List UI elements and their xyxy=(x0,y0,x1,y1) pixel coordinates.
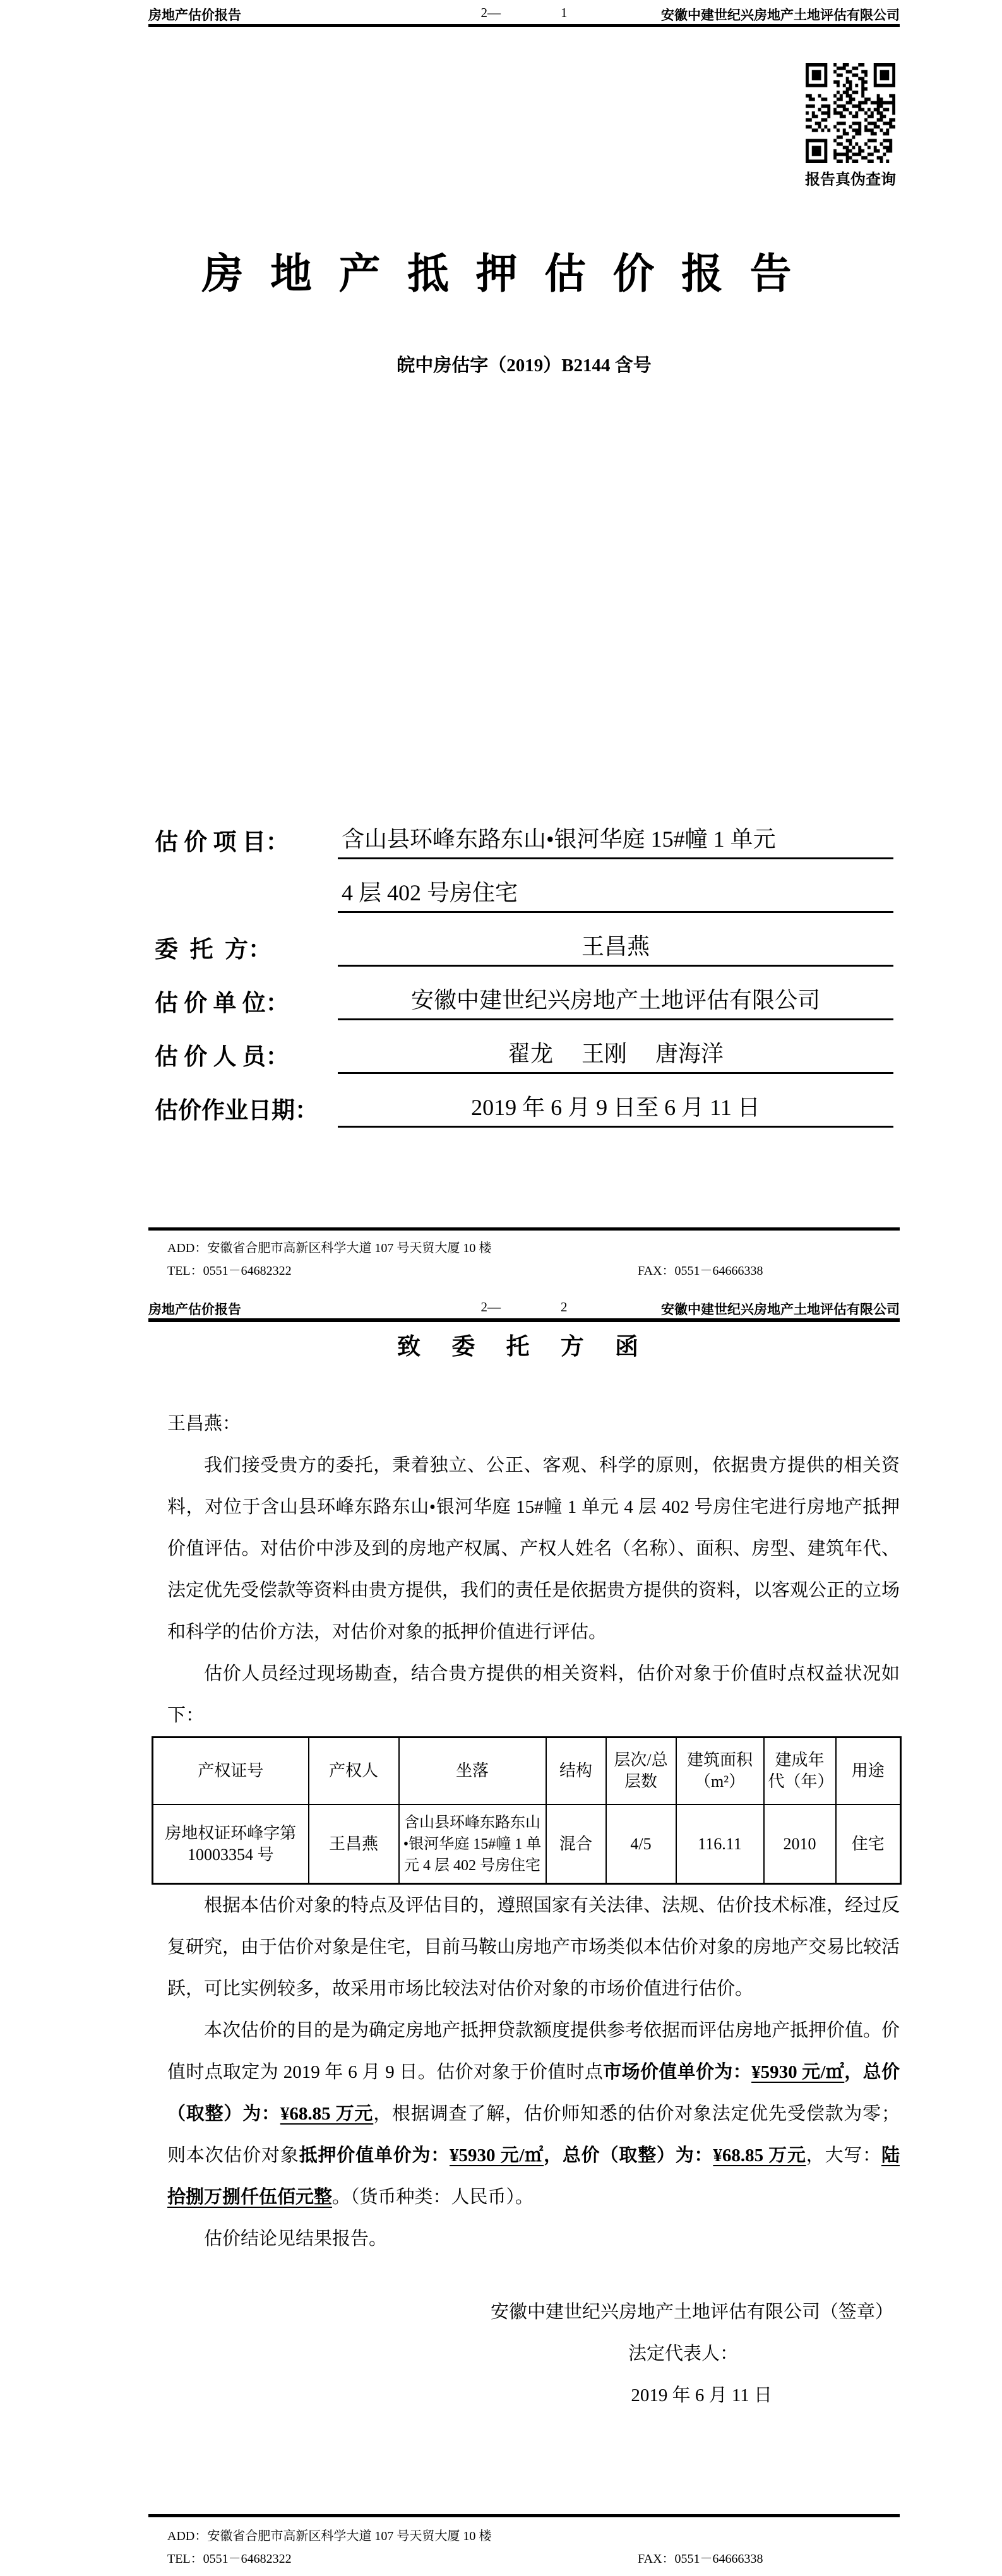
cover-form xyxy=(155,806,893,1128)
cell-cert-no: 房地权证环峰字第 10003354 号 xyxy=(153,1804,309,1884)
col-cert-no: 产权证号 xyxy=(153,1738,309,1805)
mortgage-unit-price-value: ¥5930 元/㎡ xyxy=(450,2145,544,2166)
paragraph-2: 估价人员经过现场勘查，结合贵方提供的相关资料，估价对象于价值时点权益状况如下： xyxy=(167,1664,900,1726)
form-label-client: 委 托 方： xyxy=(155,937,271,963)
page1-footer-address: ADD：安徽省合肥市高新区科学大道 107 号天贸大厦 10 楼 xyxy=(167,1241,492,1255)
col-area: 建筑面积（m²） xyxy=(676,1738,764,1805)
page1-header-doc-type: 房地产估价报告 xyxy=(148,8,241,23)
page2-page-prefix: 2— xyxy=(480,1299,501,1315)
cell-floor: 4/5 xyxy=(606,1804,676,1884)
page2-footer-rule xyxy=(148,2514,900,2517)
form-row-project-cont xyxy=(155,859,893,913)
amount-in-words-value: 陆拾捌万捌仟伍佰元整 xyxy=(167,2145,900,2207)
cell-owner: 王昌燕 xyxy=(309,1804,399,1884)
page1-page-num: 1 xyxy=(561,5,568,20)
page2-footer-fax: FAX：0551－64666338 xyxy=(638,2552,763,2566)
market-total-price-label: ，总价（取整）为： xyxy=(167,2062,900,2124)
signature-date: 2019 年 6 月 11 日 xyxy=(631,2385,772,2406)
property-rights-table xyxy=(152,1736,902,1885)
form-value-project-line1: 含山县环峰东路东山•银河华庭 15#幢 1 单元 xyxy=(338,821,893,859)
col-year-built: 建成年代（年） xyxy=(764,1738,836,1805)
form-value-appraisers: 翟龙 王刚 唐海洋 xyxy=(338,1036,893,1074)
form-label-work-date: 估价作业日期： xyxy=(155,1098,318,1124)
form-row-client xyxy=(155,913,893,967)
form-row-appraisers xyxy=(155,1020,893,1074)
paragraph-1: 我们接受贵方的委托，秉着独立、公正、客观、科学的原则，依据贵方提供的相关资料，对位于含山县环峰东路东山•银河华庭 15#幢 1 单元 4 层 402 号房住宅进行房地产抵押价值评估。对估价中涉及到的房地产权属、产权人姓名（名称）、面积、房型、建筑年代、法定优先受偿款等资料由贵方提供，我们的责任是依据贵方提供的资料，以客观公正的立场和科学的估价方法，对估价对象的抵押价值进行评估。 xyxy=(167,1455,900,1642)
qr-caption: 报告真伪查询 xyxy=(805,172,896,188)
page1-running-header xyxy=(148,5,900,24)
form-label-blank xyxy=(155,910,338,913)
letter-title: 致 委 托 方 函 xyxy=(397,1334,651,1360)
form-label-agency: 估 价 单 位： xyxy=(155,991,289,1017)
mortgage-total-price-label: ，总价（取整）为： xyxy=(544,2145,713,2166)
cell-year-built: 2010 xyxy=(764,1804,836,1884)
form-value-agency: 安徽中建世纪兴房地产土地评估有限公司 xyxy=(338,982,893,1020)
form-label-appraisers: 估 价 人 员： xyxy=(155,1044,289,1070)
form-row-project xyxy=(155,806,893,859)
paragraph-4 xyxy=(167,2010,900,2218)
page2-header-rule xyxy=(148,1318,900,1322)
cell-location: 含山县环峰东路东山•银河华庭 15#幢 1 单元 4 层 402 号房住宅 xyxy=(399,1804,546,1884)
page1-page-prefix: 2— xyxy=(480,5,501,20)
page1-page-number xyxy=(456,5,593,21)
col-owner: 产权人 xyxy=(309,1738,399,1805)
cell-structure: 混合 xyxy=(546,1804,606,1884)
mortgage-unit-price-label: 抵押价值单价为： xyxy=(299,2145,450,2166)
market-total-price-value: ¥68.85 万元 xyxy=(280,2104,374,2124)
page2-page-number xyxy=(456,1299,593,1315)
market-unit-price-label: 市场价值单价为： xyxy=(603,2062,752,2082)
form-value-project-line2: 4 层 402 号房住宅 xyxy=(338,875,893,913)
page2-header-doc-type: 房地产估价报告 xyxy=(148,1302,241,1317)
paragraph-3: 根据本估价对象的特点及评估目的，遵照国家有关法律、法规、估价技术标准，经过反复研究，由于估价对象是住宅，目前马鞍山房地产市场类似本估价对象的房地产交易比较活跃，可比实例较多，故采用市场比较法对估价对象的市场价值进行估价。 xyxy=(167,1895,900,1999)
col-location: 坐落 xyxy=(399,1738,546,1805)
cell-area: 116.11 xyxy=(676,1804,764,1884)
cell-use: 住宅 xyxy=(836,1804,901,1884)
page2-page-num: 2 xyxy=(561,1299,568,1315)
form-row-work-date xyxy=(155,1074,893,1128)
report-doc-number: 皖中房估字（2019）B2144 含号 xyxy=(397,355,652,376)
currency-note: 。（货币种类：人民币）。 xyxy=(332,2187,534,2207)
signature-block xyxy=(167,2291,900,2416)
qr-code xyxy=(806,63,895,163)
signature-legal-rep: 法定代表人： xyxy=(628,2344,738,2364)
page2-footer-address: ADD：安徽省合肥市高新区科学大道 107 号天贸大厦 10 楼 xyxy=(167,2529,492,2543)
para4-text-2: ，根据调查了解，估价师知悉的估价对象法定优先受偿款为零；则本次估价对象 xyxy=(167,2104,900,2166)
table-row xyxy=(153,1804,901,1884)
signature-company: 安徽中建世纪兴房地产土地评估有限公司（签章） xyxy=(490,2302,893,2322)
col-structure: 结构 xyxy=(546,1738,606,1805)
col-floor: 层次/总层数 xyxy=(606,1738,676,1805)
para4-text: 本次估价的目的是为确定房地产抵押贷款额度提供参考依据而评估房地产抵押价值。价值时点取定为 2019 年 6 月 9 日。估价对象于价值时点 xyxy=(167,2020,900,2082)
form-row-agency xyxy=(155,967,893,1020)
form-value-client: 王昌燕 xyxy=(338,929,893,967)
table-header-row xyxy=(153,1738,901,1805)
page1-footer-tel: TEL：0551－64682322 xyxy=(167,1264,292,1278)
page1-footer-fax: FAX：0551－64666338 xyxy=(638,1264,763,1278)
amount-in-words-label: ，大写： xyxy=(806,2145,881,2166)
mortgage-total-price-value: ¥68.85 万元 xyxy=(713,2145,806,2166)
letter-body xyxy=(167,1403,900,2416)
page1-footer-rule xyxy=(148,1227,900,1231)
page1-header-rule xyxy=(148,24,900,27)
page2-footer-tel: TEL：0551－64682322 xyxy=(167,2552,292,2566)
market-unit-price-value: ¥5930 元/㎡ xyxy=(751,2062,845,2082)
form-value-work-date: 2019 年 6 月 9 日至 6 月 11 日 xyxy=(338,1090,893,1128)
form-label-project: 估 价 项 目： xyxy=(155,830,289,856)
page2-header-company: 安徽中建世纪兴房地产土地评估有限公司 xyxy=(661,1302,900,1317)
salutation: 王昌燕： xyxy=(167,1414,241,1434)
col-use: 用途 xyxy=(836,1738,901,1805)
page1-header-company: 安徽中建世纪兴房地产土地评估有限公司 xyxy=(661,8,900,23)
report-title: 房 地 产 抵 押 估 价 报 告 xyxy=(201,251,800,297)
paragraph-5: 估价结论见结果报告。 xyxy=(204,2229,388,2249)
page2-running-header xyxy=(148,1299,900,1318)
